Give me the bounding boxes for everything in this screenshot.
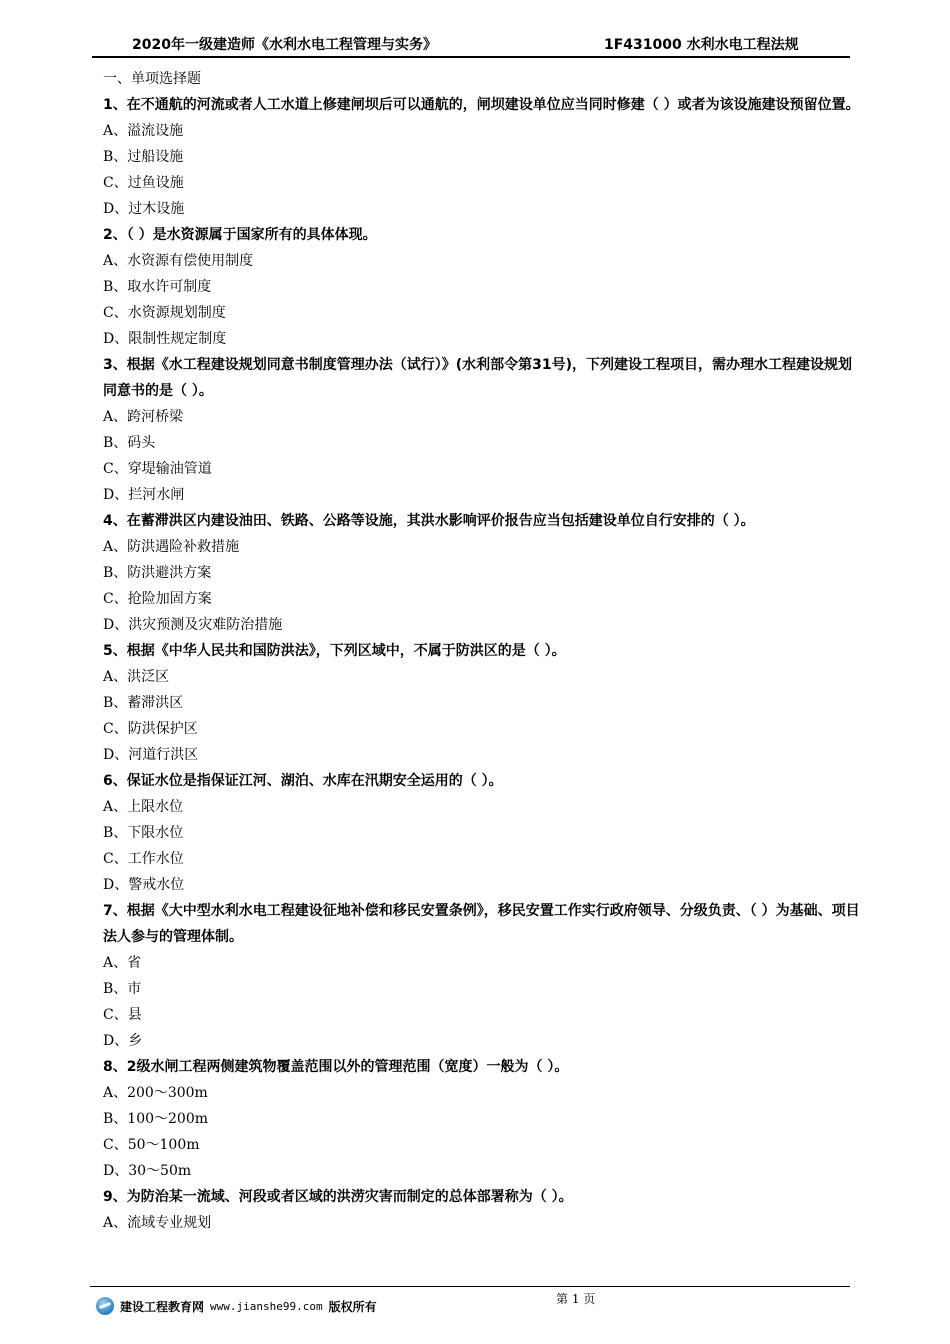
answer-option: C、过鱼设施 — [103, 175, 184, 191]
brand-url[interactable]: www.jianshe99.com — [210, 1299, 323, 1313]
page-header — [92, 30, 850, 58]
question-block — [103, 1184, 863, 1236]
question-stem: 5、根据《中华人民共和国防洪法》，下列区域中，不属于防洪区的是（ ）。 — [103, 643, 566, 659]
answer-option: C、50～100m — [103, 1137, 200, 1153]
answer-option: C、抢险加固方案 — [103, 591, 212, 607]
answer-option: C、水资源规划制度 — [103, 305, 226, 321]
answer-option: D、过木设施 — [103, 201, 185, 217]
answer-option: B、蓄滞洪区 — [103, 695, 184, 711]
answer-option: D、30～50m — [103, 1163, 192, 1179]
question-stem: 9、为防治某一流域、河段或者区域的洪涝灾害而制定的总体部署称为（ ）。 — [103, 1189, 573, 1205]
answer-option: D、警戒水位 — [103, 877, 185, 893]
answer-option: A、跨河桥梁 — [103, 409, 184, 425]
answer-option: D、乡 — [103, 1033, 143, 1049]
question-stem: 7、根据《大中型水利水电工程建设征地补偿和移民安置条例》，移民安置工作实行政府领导、分级负责、（ ）为基础、项目法人参与的管理体制。 — [103, 903, 860, 945]
answer-option: A、洪泛区 — [103, 669, 170, 685]
answer-option: B、过船设施 — [103, 149, 184, 165]
jianshe99-logo-icon — [96, 1297, 114, 1315]
answer-option: C、县 — [103, 1007, 142, 1023]
answer-option: C、防洪保护区 — [103, 721, 198, 737]
question-stem: 3、根据《水工程建设规划同意书制度管理办法（试行）》(水利部令第31号)，下列建设工程项目，需办理水工程建设规划同意书的是（ ）。 — [103, 357, 853, 399]
answer-option: D、洪灾预测及灾难防治措施 — [103, 617, 283, 633]
answer-option: B、取水许可制度 — [103, 279, 212, 295]
question-block — [103, 92, 863, 222]
answer-option: D、限制性规定制度 — [103, 331, 227, 347]
question-block — [103, 222, 863, 352]
answer-option: A、上限水位 — [103, 799, 184, 815]
brand-name: 建设工程教育网 — [120, 1299, 205, 1314]
answer-option: A、200～300m — [103, 1085, 208, 1101]
answer-option: A、水资源有偿使用制度 — [103, 253, 254, 269]
answer-option: B、市 — [103, 981, 142, 997]
footer-divider — [90, 1286, 850, 1287]
question-block — [103, 352, 863, 508]
answer-option: A、防洪遇险补救措施 — [103, 539, 240, 555]
answer-option: B、下限水位 — [103, 825, 184, 841]
question-block — [103, 1054, 863, 1184]
question-block — [103, 508, 863, 638]
question-stem: 4、在蓄滞洪区内建设油田、铁路、公路等设施，其洪水影响评价报告应当包括建设单位自行安排的（ ）。 — [103, 513, 755, 529]
answer-option: D、河道行洪区 — [103, 747, 199, 763]
question-block — [103, 638, 863, 768]
answer-option: D、拦河水闸 — [103, 487, 185, 503]
copyright-text: 版权所有 — [328, 1299, 377, 1314]
section-title: 一、单项选择题 — [103, 71, 201, 87]
answer-option: A、溢流设施 — [103, 123, 184, 139]
answer-option: C、穿堤输油管道 — [103, 461, 212, 477]
answer-option: C、工作水位 — [103, 851, 184, 867]
answer-option: B、码头 — [103, 435, 156, 451]
answer-option: B、防洪避洪方案 — [103, 565, 212, 581]
footer-brand — [96, 1296, 377, 1316]
answer-option: B、100～200m — [103, 1111, 209, 1127]
page-number: 第 1 页 — [556, 1292, 596, 1306]
question-stem: 2、（ ）是水资源属于国家所有的具体体现。 — [103, 227, 377, 243]
question-block — [103, 898, 863, 1054]
header-title: 2020年一级建造师《水利水电工程管理与实务》 — [132, 37, 437, 53]
question-stem: 6、保证水位是指保证江河、湖泊、水库在汛期安全运用的（ ）。 — [103, 773, 503, 789]
answer-option: A、流域专业规划 — [103, 1215, 212, 1231]
question-stem: 1、在不通航的河流或者人工水道上修建闸坝后可以通航的，闸坝建设单位应当同时修建（ ）或者为该设施建设预留位置。 — [103, 97, 860, 113]
header-chapter: 1F431000 水利水电工程法规 — [604, 37, 799, 53]
answer-option: A、省 — [103, 955, 142, 971]
question-list — [103, 92, 863, 1236]
question-stem: 8、2级水闸工程两侧建筑物覆盖范围以外的管理范围（宽度）一般为（ ）。 — [103, 1059, 569, 1075]
document-body — [103, 66, 863, 1236]
question-block — [103, 768, 863, 898]
